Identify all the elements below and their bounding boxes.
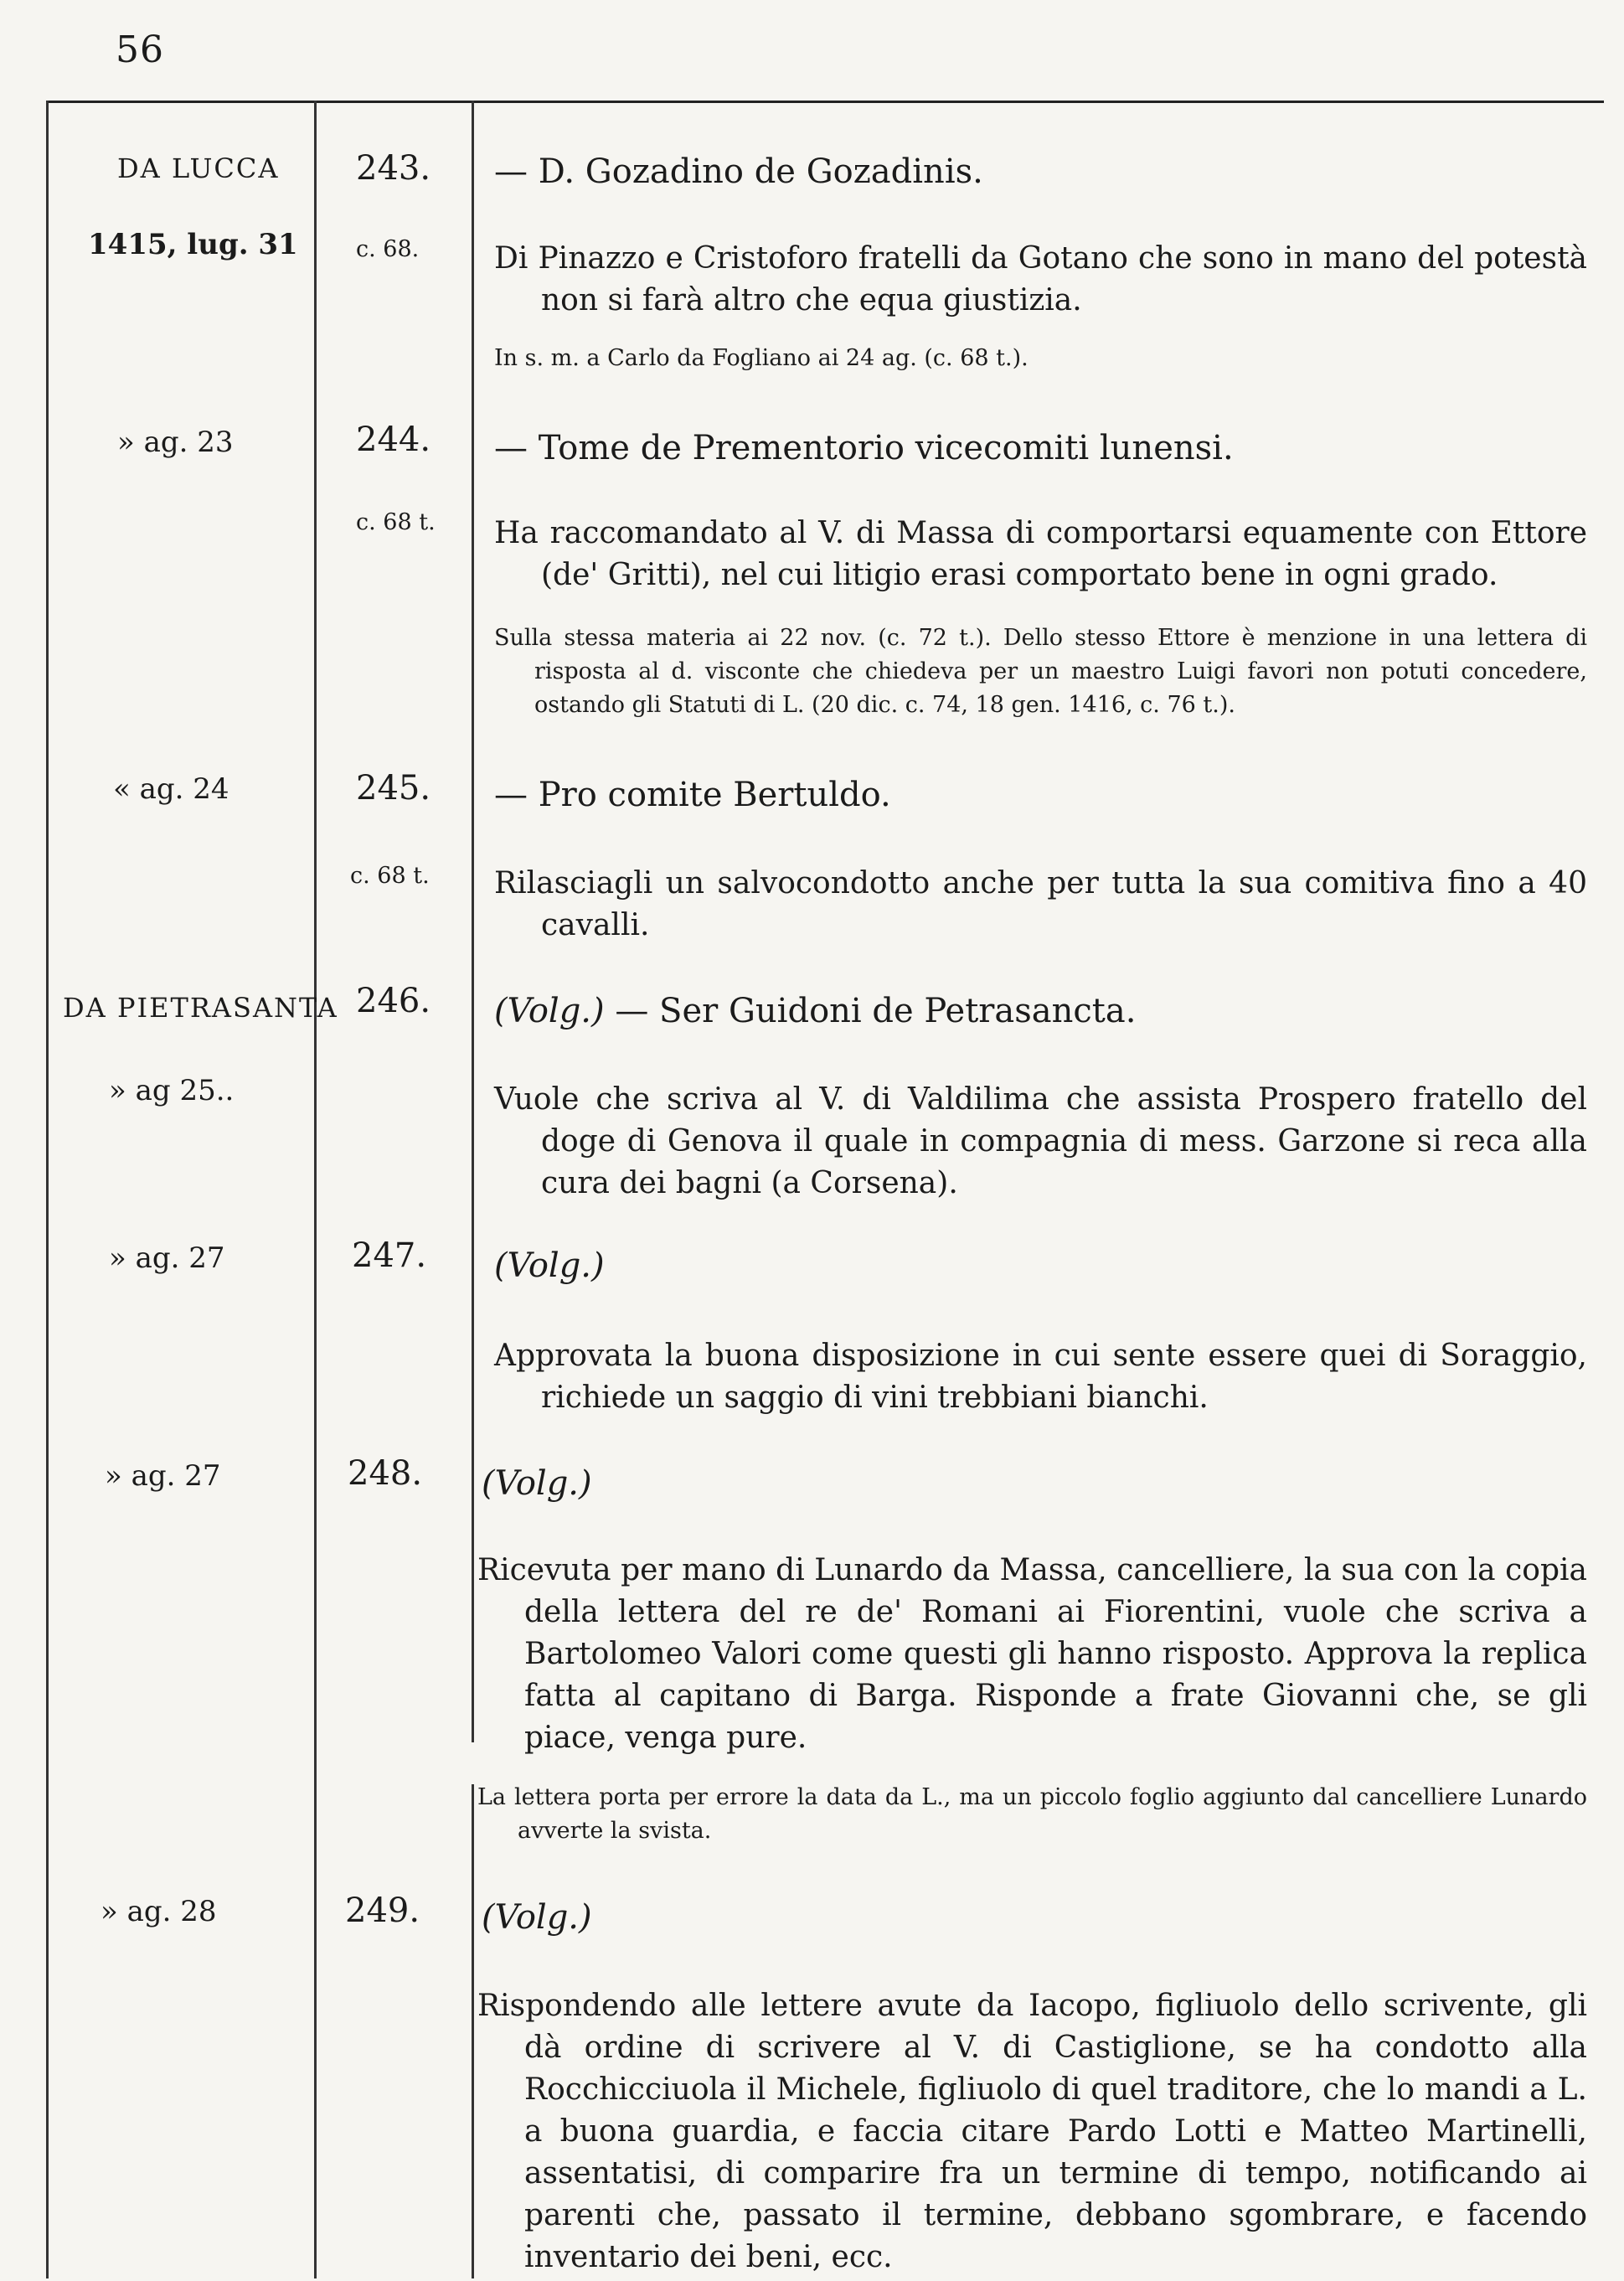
entry-number: 247.	[352, 1236, 427, 1275]
entry-carta: c. 68.	[356, 236, 420, 262]
page-number: 56	[116, 28, 164, 71]
entry-note: La lettera porta per errore la data da L., ma un piccolo foglio aggiunto dal cancelliere Lunardo avverte la svista.	[477, 1784, 1587, 1844]
entry-body: Vuole che scriva al V. di Valdilima che assista Prospero fratello del doge di Genova il quale in compagnia di mess. Garzone si reca alla cura dei bagni (a Corsena).	[494, 1082, 1587, 1200]
entry-heading: — D. Gozadino de Gozadinis.	[494, 152, 983, 191]
entry-number: 244.	[356, 421, 431, 459]
entry-date: » ag 25..	[109, 1074, 235, 1107]
entry-body: Di Pinazzo e Cristoforo fratelli da Gotano che sono in mano del potestà non si farà altro che equa giustizia.	[494, 241, 1587, 317]
entry-date: » ag. 28	[101, 1895, 217, 1928]
entry-body: Rilasciagli un salvocondotto anche per tutta la sua comitiva fino a 40 cavalli.	[494, 866, 1587, 942]
entry-heading	[494, 1246, 605, 1285]
column-rule-left	[46, 101, 49, 2278]
section-label: DA PIETRASANTA	[63, 992, 338, 1024]
entry-body: Approvata la buona disposizione in cui sente essere quei di Soraggio, richiede un saggio di vini trebbiani bianchi.	[494, 1339, 1587, 1415]
entry-heading-text: — Ser Guidoni de Petrasancta.	[615, 992, 1137, 1030]
entry-heading	[482, 1898, 592, 1937]
entry-heading: — Pro comite Bertuldo.	[494, 776, 891, 814]
volgare-marker: (Volg.)	[482, 1464, 592, 1503]
entry-heading	[494, 992, 1136, 1030]
column-rule-date	[314, 101, 317, 2278]
entry-number: 248.	[348, 1454, 423, 1493]
entry-heading: — Tome de Prementorio vicecomiti lunensi.	[494, 429, 1234, 467]
entry-note: In s. m. a Carlo da Fogliano ai 24 ag. (c. 68 t.).	[494, 345, 1029, 371]
entry-number: 246.	[356, 982, 431, 1020]
entry-date: » ag. 23	[117, 426, 234, 459]
entry-carta: c. 68 t.	[356, 509, 436, 535]
entry-date: » ag. 27	[105, 1459, 221, 1493]
entry-number: 249.	[345, 1891, 420, 1930]
entry-heading	[482, 1464, 592, 1503]
entry-date: 1415, lug. 31	[88, 228, 298, 261]
volgare-marker: (Volg.)	[494, 1246, 605, 1285]
entry-body: Rispondendo alle lettere avute da Iacopo, figliuolo dello scrivente, gli dà ordine di scrivere al V. di Castiglione, se ha condotto alla Rocchicciuola il Michele, figliuolo di quel traditore, che lo mandi a L. a buona guardia, e faccia citare Pardo Lotti e Matteo Martinelli, assentatisi, di comparire fra un termine di tempo, notificando ai parenti che, passato il termine, debbano sgombrare, e facendo inventario dei beni, ecc.	[477, 1989, 1587, 2274]
volgare-marker: (Volg.)	[482, 1898, 592, 1937]
entry-body: Ha raccomandato al V. di Massa di comportarsi equamente con Ettore (de' Gritti), nel cui litigio erasi comportato bene in ogni grado.	[494, 516, 1587, 592]
entry-date: « ag. 24	[113, 772, 229, 806]
entry-date: » ag. 27	[109, 1241, 225, 1275]
entry-body: Ricevuta per mano di Lunardo da Massa, cancelliere, la sua con la copia della lettera del re de' Romani ai Fiorentini, vuole che scriva a Bartolomeo Valori come questi gli hanno risposto. Approva la replica fatta al capitano di Barga. Risponde a frate Giovanni che, se gli piace, venga pure.	[477, 1553, 1587, 1755]
header-rule	[46, 101, 1604, 103]
column-rule-number-lower	[472, 1784, 474, 2278]
entry-number: 243.	[356, 149, 431, 188]
entry-note: Sulla stessa materia ai 22 nov. (c. 72 t.). Dello stesso Ettore è menzione in una lettera di risposta al d. visconte che chiedeva per un maestro Luigi favori non potuti concedere, ostando gli Statuti di L. (20 dic. c. 74, 18 gen. 1416, c. 76 t.).	[494, 625, 1587, 718]
entry-carta: c. 68 t.	[350, 863, 430, 889]
column-rule-number	[472, 101, 474, 1742]
volgare-marker: (Volg.)	[494, 992, 605, 1030]
entry-number: 245.	[356, 769, 431, 808]
section-label: DA LUCCA	[117, 152, 280, 184]
